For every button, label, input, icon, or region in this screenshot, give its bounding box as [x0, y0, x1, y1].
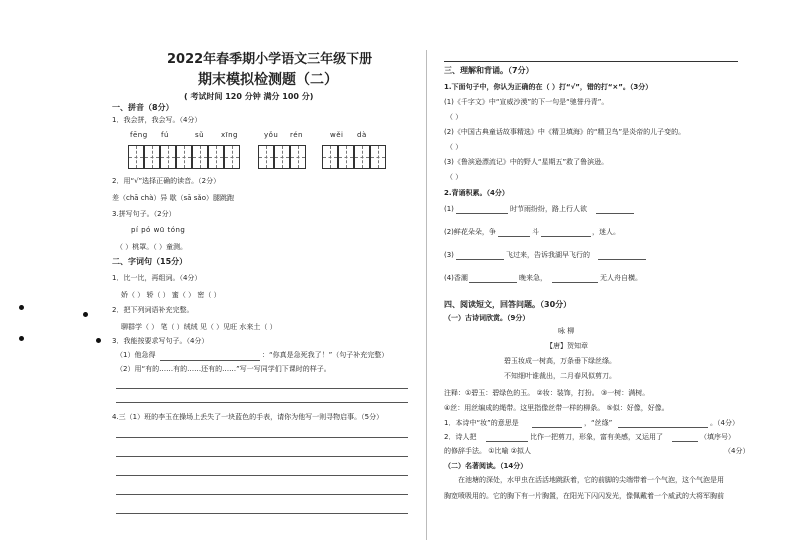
- poem-author: 【唐】贺知章: [546, 342, 588, 350]
- writing-box[interactable]: [274, 145, 290, 169]
- recite-2-tail: ，迷人。: [592, 228, 620, 236]
- answer-line[interactable]: [596, 213, 634, 214]
- pinyin-label: fú: [161, 131, 169, 139]
- pinyin-label: sǔ: [195, 131, 205, 139]
- binding-dot: [83, 312, 88, 317]
- question-2-3-a-tail: ：“你真是急死我了！”（句子补充完整）: [262, 351, 389, 359]
- poem-question-2-score: （4分）: [724, 447, 750, 455]
- writing-box[interactable]: [370, 145, 386, 169]
- answer-line[interactable]: [541, 236, 591, 237]
- question-1-2: 2．用“√”选择正确的读音。（2分）: [112, 177, 221, 185]
- writing-box[interactable]: [224, 145, 240, 169]
- question-2-1-line: 娇（ ） 轿（ ） 蜜（ ） 密（ ）: [121, 291, 221, 299]
- poem-question-1-mid: ，“丝绦”: [584, 419, 613, 427]
- exam-meta: ( 考试时间 120 分钟 满分 100 分): [184, 92, 314, 101]
- answer-paren[interactable]: （ ）: [446, 113, 463, 121]
- answer-paren[interactable]: （ ）: [446, 143, 463, 151]
- question-1-3-line: （ ）桃罩。（ ）童测。: [116, 243, 187, 251]
- writing-box[interactable]: [128, 145, 144, 169]
- question-3-1: 1.下面句子中，你认为正确的在（ ）打“√”，错的打“×”。（3分）: [444, 83, 653, 91]
- answer-line[interactable]: [116, 388, 408, 389]
- poem-title: 咏 柳: [558, 327, 575, 335]
- pinyin-label: xīng: [221, 131, 238, 139]
- recite-3: (3): [444, 251, 454, 259]
- passage-line-1: 在池塘的深处，水甲虫在活活地跳跃着，它的前脚的尖端带着一个气泡，这个气泡是用: [458, 476, 724, 484]
- question-1-3: 3.拼写句子。（2分）: [112, 210, 176, 218]
- section-pinyin: 一、拼音（8分）: [112, 103, 174, 112]
- recite-4: (4)香潮: [444, 274, 468, 282]
- answer-line[interactable]: [116, 494, 408, 495]
- question-2-2-line: 聊群学（ ） 笔（ ）绒绒 见（ ）见旺 水来土（ ）: [121, 323, 277, 331]
- answer-line[interactable]: [456, 213, 508, 214]
- answer-line[interactable]: [116, 437, 408, 438]
- answer-line[interactable]: [598, 259, 646, 260]
- answer-line[interactable]: [116, 402, 408, 403]
- passage-line-2: 胸宽喷吸用的。它的胸下有一片胸置，在阳光下闪闪发光，像佩戴着一个威武的大将军胸前: [444, 492, 724, 500]
- writing-box[interactable]: [290, 145, 306, 169]
- answer-line[interactable]: [116, 456, 408, 457]
- question-3-1-a: (1)《千字文》中“宣威沙漠”的下一句是“驰誉丹青”。: [444, 98, 609, 106]
- answer-line[interactable]: [116, 513, 408, 514]
- section-reading: 四、阅读短文，回答问题。（30分）: [444, 300, 572, 309]
- answer-line[interactable]: [532, 427, 582, 428]
- pinyin-label: rén: [290, 131, 303, 139]
- pinyin-label: fēng: [130, 131, 148, 139]
- exam-subtitle: 期末模拟检测题（二）: [198, 72, 338, 88]
- subsection-poem: （一）古诗词欣赏。（9分）: [444, 314, 530, 322]
- binding-dot: [19, 336, 24, 341]
- answer-line[interactable]: [498, 236, 530, 237]
- binding-dot: [19, 305, 24, 310]
- poem-question-2-options: 的修辞手法。 ①比喻 ②拟人: [444, 447, 532, 455]
- writing-box[interactable]: [338, 145, 354, 169]
- question-1-3-pinyin: pí pó wū tóng: [131, 226, 186, 234]
- writing-box[interactable]: [176, 145, 192, 169]
- question-2-3: 3．我能按要求写句子。（4分）: [112, 337, 209, 345]
- poem-question-2-tail: （填序号）: [700, 433, 735, 441]
- answer-paren[interactable]: （ ）: [446, 173, 463, 181]
- writing-box[interactable]: [192, 145, 208, 169]
- recite-3-mid: 飞过来，告诉我湖早飞行的: [506, 251, 590, 259]
- question-3-1-b: (2)《中国古典童话故事精选》中《精卫填海》的“精卫鸟”是炎帝的儿子变的。: [444, 128, 686, 136]
- column-divider: [426, 50, 427, 540]
- answer-line[interactable]: [552, 282, 598, 283]
- poem-question-1: 1．本诗中“妆”的意思是: [444, 419, 519, 427]
- section-words: 二、字词句（15分）: [112, 257, 188, 266]
- recite-2-mid: 斗: [532, 228, 539, 236]
- answer-line[interactable]: [618, 427, 708, 428]
- recite-1: (1): [444, 205, 454, 213]
- poem-notes-2: ④丝：用丝编成的绳带。这里指像丝带一样的柳条。 ⑤似：好像，好像。: [444, 404, 669, 412]
- section-understanding: 三、理解和背诵。（7分）: [444, 66, 534, 75]
- writing-box[interactable]: [258, 145, 274, 169]
- recite-4-tail: 无人舟自横。: [600, 274, 642, 282]
- question-2-1: 1．比一比，再组词。（4分）: [112, 274, 202, 282]
- exam-title: 2022年春季期小学语文三年级下册: [167, 52, 373, 67]
- pinyin-label: yǒu: [264, 131, 279, 139]
- answer-line[interactable]: [116, 475, 408, 476]
- writing-box[interactable]: [144, 145, 160, 169]
- question-2-4: 4.三（1）班的李玉在操场上丢失了一块蓝色的手表，请你为他写一则寻物启事。（5分）: [112, 413, 384, 421]
- poem-line-2: 不知细叶谁裁出，二月春风似剪刀。: [504, 372, 616, 380]
- question-3-2: 2.背诵积累。（4分）: [444, 189, 509, 197]
- question-2-3-b: （2）用“有的……有的……还有的……”写一写同学们下课时的样子。: [116, 365, 331, 373]
- question-1-1: 1．我会拼，我会写。（4分）: [112, 116, 202, 124]
- recite-2: (2)鲜花朵朵，争: [444, 228, 496, 236]
- poem-question-2: 2．诗人把: [444, 433, 477, 441]
- recite-4-mid: 晚来急，: [519, 274, 547, 282]
- pinyin-label: wěi: [330, 131, 344, 139]
- poem-line-1: 碧玉妆成一树高，万条垂下绿丝绦。: [504, 357, 616, 365]
- answer-line[interactable]: [160, 360, 260, 361]
- poem-notes-1: 注释：①碧玉：碧绿色的玉。 ②妆：装饰，打扮。 ③一树：满树。: [444, 389, 650, 397]
- writing-box[interactable]: [354, 145, 370, 169]
- question-2-3-a: （1）他急得: [116, 351, 156, 359]
- writing-box[interactable]: [322, 145, 338, 169]
- answer-line[interactable]: [469, 282, 517, 283]
- top-rule: [444, 61, 738, 62]
- question-1-2-items: 差（chā chà）异 歇（sā sǎo）腿跳跑: [112, 194, 234, 202]
- question-3-1-c: (3)《鲁滨逊漂流记》中的野人“星期五”救了鲁滨逊。: [444, 158, 609, 166]
- answer-line[interactable]: [456, 259, 504, 260]
- binding-dot: [96, 338, 101, 343]
- answer-line[interactable]: [486, 441, 528, 442]
- writing-box[interactable]: [208, 145, 224, 169]
- answer-line[interactable]: [672, 441, 698, 442]
- subsection-classic: （二）名著阅读。（14分）: [444, 462, 528, 470]
- question-2-2: 2．把下列词语补充完整。: [112, 306, 194, 314]
- pinyin-label: dà: [357, 131, 367, 139]
- poem-question-1-tail: 。（4分）: [710, 419, 739, 427]
- recite-1-mid: 时节雨纷纷，路上行人欲: [510, 205, 587, 213]
- poem-question-2-mid: 比作一把剪刀，形象，富有美感，又运用了: [530, 433, 663, 441]
- writing-box[interactable]: [160, 145, 176, 169]
